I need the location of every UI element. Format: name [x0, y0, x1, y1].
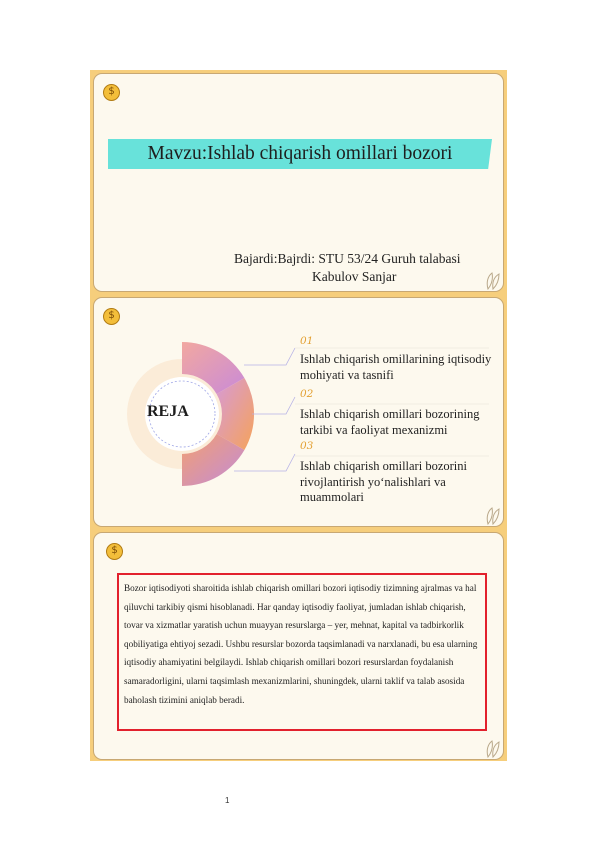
intro-text-box	[117, 573, 487, 731]
author-line: Bajardi:Bajrdi: STU 53/24 Guruh talabasi	[234, 251, 461, 266]
leaf-icon	[484, 272, 502, 290]
slide-intro-text	[93, 532, 504, 760]
slide-plan	[93, 297, 504, 527]
plan-item-2: Ishlab chiqarish omillari bozorining tarkibi va faoliyat mexanizmi	[300, 407, 480, 437]
connector-3	[234, 454, 295, 471]
reja-label: REJA	[147, 403, 189, 420]
plan-number-3: 03	[300, 440, 314, 452]
plan-item-3: Ishlab chiqarish omillari bozorini rivojlantirish yo‘nalishlari va muammolari	[300, 459, 467, 504]
connector-2	[252, 397, 295, 414]
slide-title-text: Mavzu:Ishlab chiqarish omillari bozori	[147, 143, 453, 164]
page-number: 1	[225, 796, 230, 805]
plan-number-1: 01	[300, 335, 314, 347]
dollar-coin-icon: $	[103, 308, 120, 325]
connector-1	[244, 348, 295, 365]
leaf-icon	[484, 507, 502, 525]
intro-paragraph: Bozor iqtisodiyoti sharoitida ishlab chiqarish omillari bozori iqtisodiy tizimning ajralmas va hal qiluvchi tarkibiy qismi hisoblanadi. Har qanday iqtisodiy faoliyat, jumladan ishlab chiqarish, tovar va xizmatlar yaratish uchun muayyan resurslarga – yer, mehnat, kapital va tadbirkorlik qobiliyatiga ehtiyoj sezadi. Ushbu resurslar bozorda taqsimlanadi va narxlanadi, bu esa ularning iqtisodiy ahamiyatini belgilaydi. Ishlab chiqarish omillari bozori resurslardan foydalanish samaradorligini, ularni taqsimlash mexanizmlarini, shuningdek, ularni taklif va talab asosida baholash tizimini aniqlab beradi.	[124, 583, 478, 705]
leaf-icon	[484, 740, 502, 758]
dollar-coin-icon: $	[103, 84, 120, 101]
author-name: Kabulov Sanjar	[312, 269, 397, 284]
plan-number-2: 02	[300, 388, 314, 400]
plan-item-1: Ishlab chiqarish omillarining iqtisodiy mohiyati va tasnifi	[300, 352, 492, 382]
dollar-coin-icon: $	[106, 543, 123, 560]
slide-title	[93, 73, 504, 292]
